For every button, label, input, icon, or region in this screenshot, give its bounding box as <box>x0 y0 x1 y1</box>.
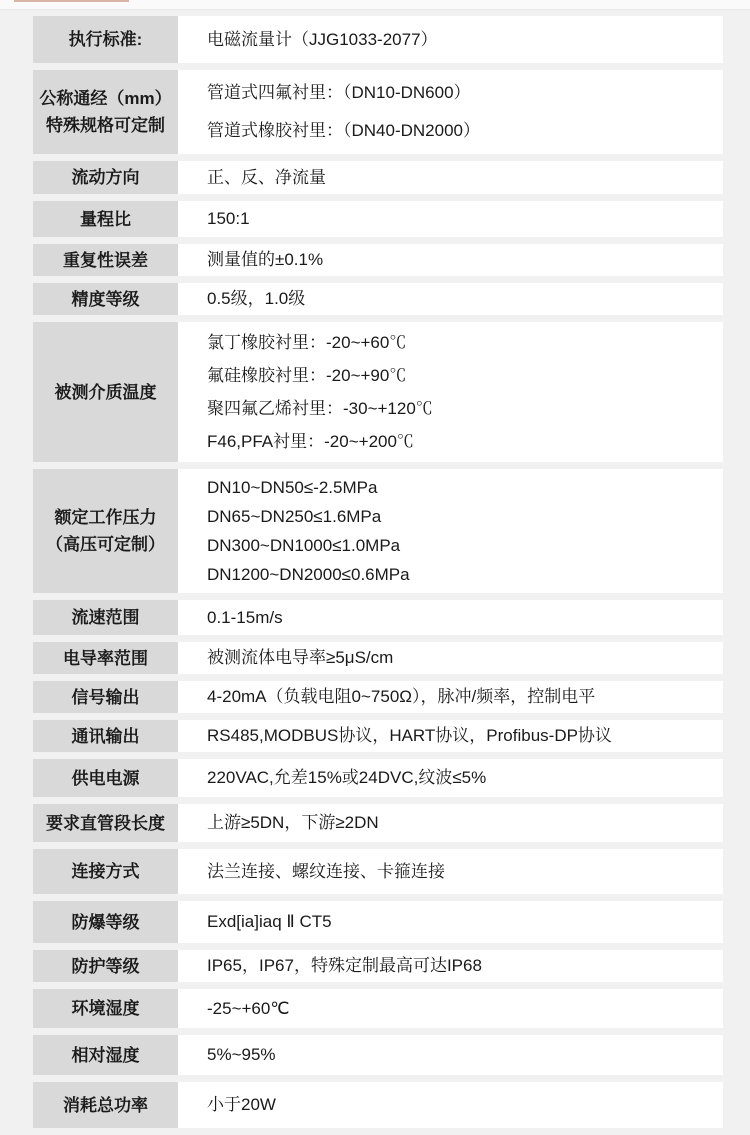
row-value-text: IP65，IP67，特殊定制最高可达IP68 <box>207 956 482 975</box>
row-value <box>178 1035 723 1075</box>
table-row <box>33 950 723 982</box>
row-label <box>33 950 178 982</box>
row-label <box>33 600 178 635</box>
row-label-text: 量程比 <box>80 209 131 229</box>
row-label-text: 消耗总功率 <box>63 1095 148 1115</box>
row-value-text: 上游≥5DN，下游≥2DN <box>207 813 379 832</box>
row-value <box>178 681 723 713</box>
row-label <box>33 759 178 797</box>
row-value <box>178 322 723 462</box>
row-label-text: 供电电源 <box>71 768 140 788</box>
row-value-text: 测量值的±0.1% <box>207 250 324 269</box>
row-label-text: 公称通经（mm） <box>39 89 172 108</box>
table-row <box>33 989 723 1028</box>
row-label <box>33 322 178 462</box>
row-label-text: 连接方式 <box>71 862 140 881</box>
table-row <box>33 322 723 462</box>
row-label <box>33 1082 178 1128</box>
row-value-text: 氯丁橡胶衬里：-20~+60℃ <box>207 333 407 352</box>
row-value-text: 0.5级，1.0级 <box>207 289 306 308</box>
row-label-text: 防爆等级 <box>71 912 140 932</box>
row-value-text: RS485,MODBUS协议，HART协议，Profibus-DP协议 <box>207 726 612 745</box>
row-label <box>33 901 178 943</box>
row-label <box>33 161 178 194</box>
table-row <box>33 201 723 237</box>
table-row <box>33 244 723 276</box>
row-label <box>33 283 178 315</box>
table-row <box>33 16 723 63</box>
row-value-text: -25~+60℃ <box>207 998 290 1018</box>
row-value-text: 电磁流量计（JJG1033-2077） <box>207 29 438 49</box>
row-label-text: 信号输出 <box>71 687 140 707</box>
row-value-text: 管道式橡胶衬里：（DN40-DN2000） <box>207 121 480 140</box>
row-value <box>178 16 723 63</box>
row-value <box>178 849 723 894</box>
row-label-text: 要求直管段长度 <box>46 813 165 833</box>
row-label <box>33 201 178 237</box>
table-row <box>33 901 723 943</box>
row-label-text: 重复性误差 <box>63 250 148 270</box>
row-value-text: DN1200~DN2000≤0.6MPa <box>207 565 410 584</box>
row-value <box>178 642 723 674</box>
row-label <box>33 16 178 63</box>
row-value-text: 小于20W <box>207 1095 276 1114</box>
row-label-text: 通讯输出 <box>71 726 140 746</box>
row-value-text: DN10~DN50≤-2.5MPa <box>207 478 378 497</box>
table-row <box>33 849 723 894</box>
row-label-text: 精度等级 <box>71 289 140 309</box>
row-label <box>33 70 178 154</box>
spec-table <box>33 16 723 1135</box>
row-value-text: 法兰连接、螺纹连接、卡箍连接 <box>207 861 445 881</box>
row-value <box>178 950 723 982</box>
table-row <box>33 283 723 315</box>
table-row <box>33 469 723 593</box>
row-value <box>178 1082 723 1128</box>
table-row <box>33 720 723 752</box>
row-label-text: 特殊规格可定制 <box>46 116 165 135</box>
row-value-text: 150:1 <box>207 209 250 228</box>
table-row <box>33 1082 723 1128</box>
row-label <box>33 849 178 894</box>
row-value <box>178 70 723 154</box>
row-label-text: （高压可定制） <box>46 535 165 554</box>
row-label <box>33 989 178 1028</box>
row-value-text: 管道式四氟衬里：（DN10-DN600） <box>207 83 471 102</box>
row-value <box>178 989 723 1028</box>
row-value <box>178 469 723 593</box>
table-row <box>33 70 723 154</box>
row-value <box>178 201 723 237</box>
row-value <box>178 283 723 315</box>
top-accent-line <box>14 0 129 2</box>
row-label <box>33 804 178 842</box>
row-label <box>33 642 178 674</box>
row-value-text: 0.1-15m/s <box>207 607 283 627</box>
table-row <box>33 600 723 635</box>
row-value-text: 正、反、净流量 <box>207 167 326 187</box>
table-row <box>33 642 723 674</box>
row-label <box>33 681 178 713</box>
row-value-text: 氟硅橡胶衬里：-20~+90℃ <box>207 366 407 385</box>
row-value <box>178 244 723 276</box>
row-value-text: 聚四氟乙烯衬里：-30~+120℃ <box>207 399 433 418</box>
row-label-text: 流速范围 <box>71 608 140 627</box>
row-label-text: 相对湿度 <box>71 1045 140 1065</box>
table-row <box>33 1035 723 1075</box>
row-label <box>33 244 178 276</box>
row-label-text: 执行标准: <box>68 30 143 49</box>
row-value-text: F46,PFA衬里：-20~+200℃ <box>207 432 414 451</box>
row-label <box>33 720 178 752</box>
row-value-text: 被测流体电导率≥5μS/cm <box>207 648 394 667</box>
row-value <box>178 720 723 752</box>
table-row <box>33 161 723 194</box>
row-value-text: DN65~DN250≤1.6MPa <box>207 507 382 526</box>
table-row <box>33 759 723 797</box>
row-value <box>178 759 723 797</box>
row-label-text: 被测介质温度 <box>54 382 157 402</box>
row-label <box>33 469 178 593</box>
row-value <box>178 804 723 842</box>
row-label-text: 环境湿度 <box>71 999 140 1018</box>
row-value-text: Exd[ia]iaq Ⅱ CT5 <box>207 912 332 931</box>
row-label-text: 流动方向 <box>71 168 140 187</box>
row-value-text: DN300~DN1000≤1.0MPa <box>207 536 401 555</box>
table-row <box>33 681 723 713</box>
row-label-text: 额定工作压力 <box>54 508 157 527</box>
row-value-text: 5%~95% <box>207 1045 276 1064</box>
row-label-text: 防护等级 <box>71 956 140 976</box>
table-row <box>33 804 723 842</box>
row-value-text: 220VAC,允差15%或24DVC,纹波≤5% <box>207 768 487 787</box>
row-label-text: 电导率范围 <box>63 648 148 668</box>
row-value <box>178 901 723 943</box>
row-value <box>178 600 723 635</box>
row-value-text: 4-20mA（负载电阻0~750Ω），脉冲/频率，控制电平 <box>207 687 596 706</box>
row-value <box>178 161 723 194</box>
row-label <box>33 1035 178 1075</box>
